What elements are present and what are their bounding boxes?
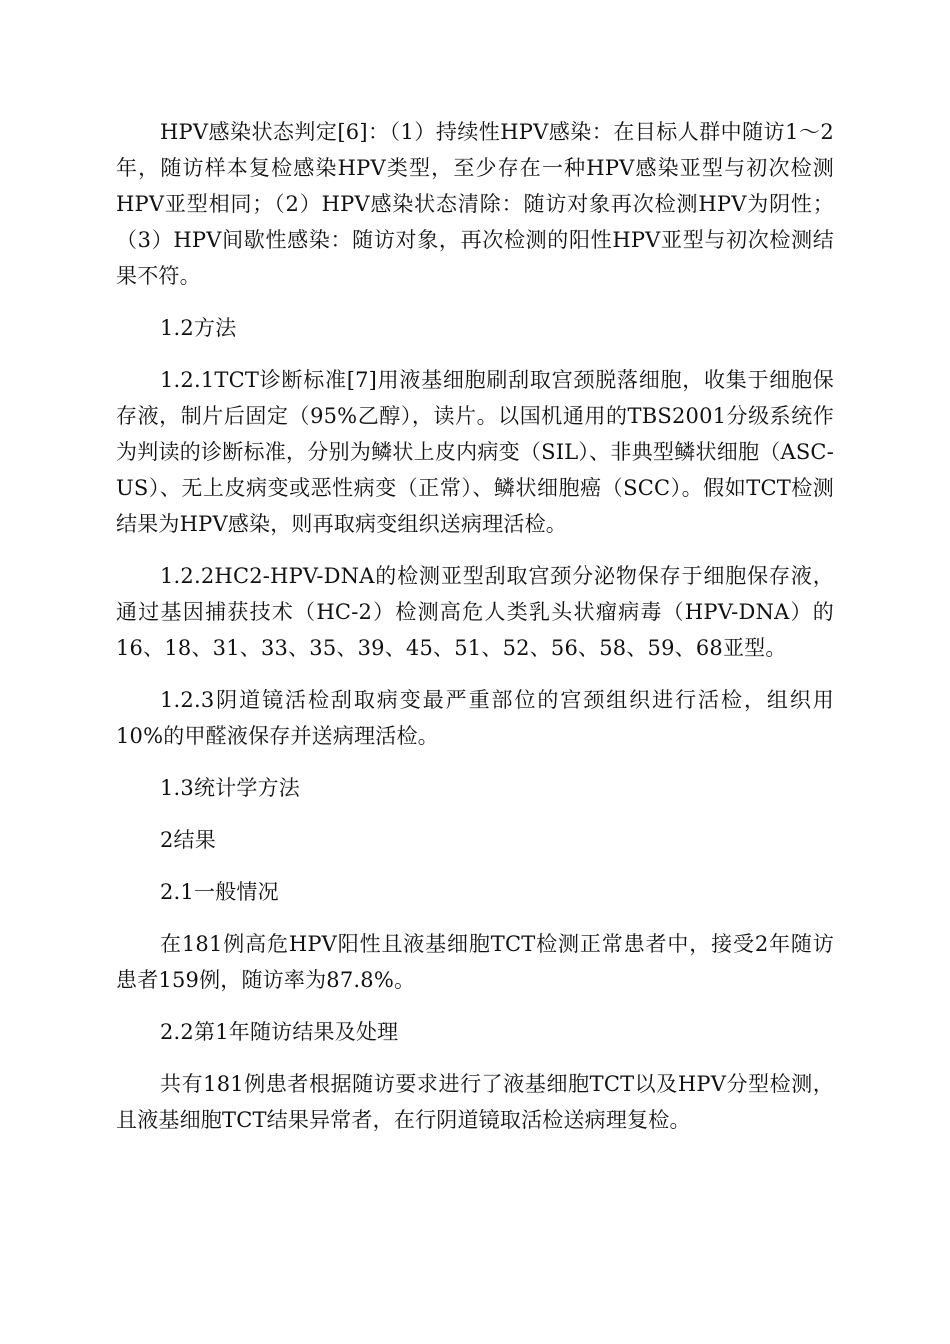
section-heading-results: 2结果 [160,828,216,852]
paragraph-hpv-infection-status: HPV感染状态判定[6]：（1）持续性HPV感染：在目标人群中随访1～2年，随访样本复检感染HPV类型，至少存在一种HPV感染亚型与初次检测HPV亚型相同；（2）HPV感染状态清除：随访对象再次检测HPV为阴性；（3）HPV间歇性感染：随访对象，再次检测的阳性HPV亚型与初次检测结果不符。 [116,120,834,288]
section-heading-methods: 1.2方法 [160,316,237,340]
paragraph-colposcopy-biopsy: 1.2.3阴道镜活检刮取病变最严重部位的宫颈组织进行活检，组织用10%的甲醛液保存并送病理活检。 [116,688,834,748]
section-heading-statistics: 1.3统计学方法 [160,776,300,800]
paragraph-first-year-results: 共有181例患者根据随访要求进行了液基细胞TCT以及HPV分型检测，且液基细胞TCT结果异常者，在行阴道镜取活检送病理复检。 [116,1072,834,1132]
paragraph-follow-up-rate: 在181例高危HPV阳性且液基细胞TCT检测正常患者中，接受2年随访患者159例，随访率为87.8%。 [116,932,834,992]
document-body [116,114,834,1154]
section-heading-general: 2.1一般情况 [160,880,279,904]
paragraph-tct-criteria: 1.2.1TCT诊断标准[7]用液基细胞刷刮取宫颈脱落细胞，收集于细胞保存液，制片后固定（95%乙醇），读片。以国机通用的TBS2001分级系统作为判读的诊断标准，分别为鳞状上皮内病变（SIL）、非典型鳞状细胞（ASC-US）、无上皮病变或恶性病变（正常）、鳞状细胞癌（SCC）。假如TCT检测结果为HPV感染，则再取病变组织送病理活检。 [116,368,834,536]
section-heading-first-year: 2.2第1年随访结果及处理 [160,1020,399,1044]
paragraph-hc2-hpv-dna: 1.2.2HC2-HPV-DNA的检测亚型刮取宫颈分泌物保存于细胞保存液，通过基因捕获技术（HC-2）检测高危人类乳头状瘤病毒（HPV-DNA）的16、18、31、33、35、39、45、51、52、56、58、59、68亚型。 [116,564,834,660]
